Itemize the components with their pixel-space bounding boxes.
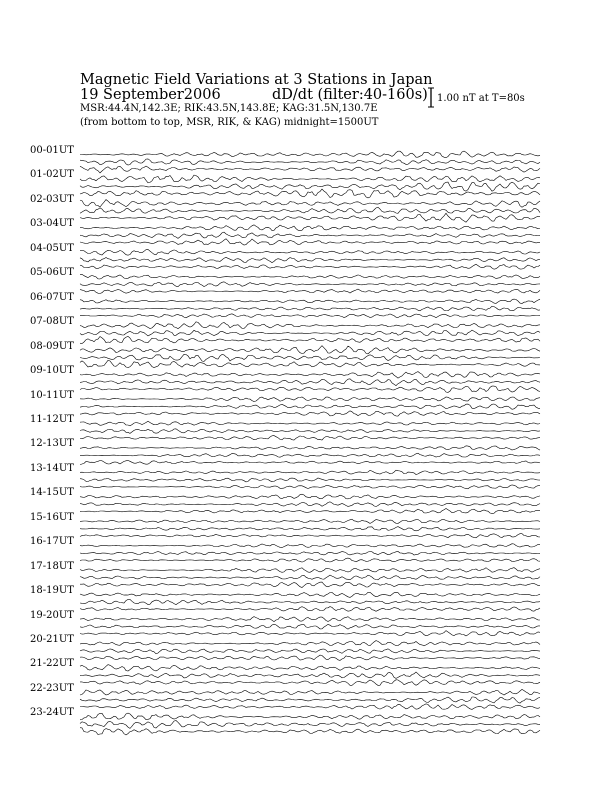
trace-kag — [80, 519, 540, 523]
stations-label: MSR:44.4N,142.3E; RIK:43.5N,143.8E; KAG:31.5N,130.7E — [80, 103, 378, 114]
trace-kag — [80, 568, 540, 573]
row-label: 10-11UT — [30, 389, 74, 401]
trace-msr — [80, 631, 540, 636]
row-label: 09-10UT — [30, 365, 74, 377]
trace-kag — [80, 372, 540, 379]
trace-msr — [80, 189, 540, 198]
trace-rik — [80, 429, 540, 434]
trace-kag — [80, 249, 540, 255]
trace-msr — [80, 411, 540, 416]
trace-kag — [80, 322, 540, 329]
trace-msr — [80, 239, 540, 245]
row-label: 05-06UT — [30, 267, 74, 279]
trace-rik — [80, 478, 540, 482]
trace-msr — [80, 360, 540, 367]
trace-kag — [80, 151, 540, 158]
trace-rik — [80, 649, 540, 654]
trace-kag — [80, 225, 540, 231]
row-label: 21-22UT — [30, 658, 74, 670]
trace-rik — [80, 721, 540, 729]
trace-rik — [80, 379, 540, 386]
quantity-label: dD/dt (filter:40-160s) — [272, 87, 428, 103]
chart-title: Magnetic Field Variations at 3 Stations in Japan — [80, 72, 433, 88]
trace-kag — [80, 175, 540, 183]
trace-rik — [80, 502, 540, 507]
row-label: 18-19UT — [30, 585, 74, 597]
trace-rik — [80, 672, 540, 678]
row-label: 06-07UT — [30, 291, 74, 303]
trace-rik — [80, 159, 540, 165]
trace-msr — [80, 728, 540, 735]
row-label: 17-18UT — [30, 560, 74, 572]
row-label: 19-20UT — [30, 609, 74, 621]
trace-kag — [80, 592, 540, 597]
trace-kag — [80, 200, 540, 208]
trace-rik — [80, 232, 540, 238]
trace-msr — [80, 680, 540, 686]
row-label: 23-24UT — [30, 707, 74, 719]
trace-rik — [80, 257, 540, 262]
trace-kag — [80, 346, 540, 354]
order-note: (from bottom to top, MSR, RIK, & KAG) midnight=1500UT — [80, 117, 379, 128]
trace-rik — [80, 453, 540, 457]
trace-rik — [80, 282, 540, 287]
date-label: 19 September2006 — [80, 87, 221, 103]
trace-rik — [80, 624, 540, 629]
trace-msr — [80, 534, 540, 538]
trace-kag — [80, 274, 540, 279]
row-label: 07-08UT — [30, 316, 74, 328]
trace-rik — [80, 575, 540, 580]
trace-kag — [80, 397, 540, 402]
trace-kag — [80, 421, 540, 426]
trace-kag — [80, 641, 540, 646]
trace-msr — [80, 485, 540, 489]
trace-rik — [80, 404, 540, 409]
trace-msr — [80, 289, 540, 293]
trace-rik — [80, 527, 540, 531]
trace-kag — [80, 494, 540, 499]
trace-rik — [80, 552, 540, 556]
trace-kag — [80, 713, 540, 720]
row-label: 15-16UT — [30, 511, 74, 523]
trace-msr — [80, 704, 540, 710]
trace-rik — [80, 697, 540, 703]
trace-msr — [80, 582, 540, 587]
row-label: 01-02UT — [30, 169, 74, 181]
trace-msr — [80, 509, 540, 514]
row-label: 03-04UT — [30, 218, 74, 230]
trace-kag — [80, 665, 540, 671]
trace-msr — [80, 558, 540, 562]
row-label: 13-14UT — [30, 462, 74, 474]
trace-msr — [80, 336, 540, 343]
row-label: 08-09UT — [30, 340, 74, 352]
trace-msr — [80, 607, 540, 612]
trace-msr — [80, 213, 540, 222]
trace-msr — [80, 460, 540, 464]
row-label: 00-01UT — [30, 145, 74, 156]
row-label: 02-03UT — [30, 193, 74, 205]
trace-kag — [80, 299, 540, 303]
trace-rik — [80, 182, 540, 191]
row-label: 14-15UT — [30, 487, 74, 499]
row-label: 12-13UT — [30, 438, 74, 450]
trace-kag — [80, 617, 540, 622]
trace-rik — [80, 207, 540, 213]
trace-kag — [80, 446, 540, 450]
trace-msr — [80, 436, 540, 441]
trace-kag — [80, 544, 540, 548]
row-label: 04-05UT — [30, 242, 74, 254]
trace-rik — [80, 306, 540, 311]
row-label: 16-17UT — [30, 536, 74, 548]
trace-kag — [80, 689, 540, 695]
trace-msr — [80, 386, 540, 392]
trace-kag — [80, 470, 540, 474]
trace-msr — [80, 314, 540, 318]
trace-group — [80, 151, 540, 735]
row-label: 11-12UT — [30, 413, 74, 425]
trace-msr — [80, 264, 540, 269]
trace-rik — [80, 599, 540, 604]
trace-rik — [80, 354, 540, 361]
row-label: 20-21UT — [30, 634, 74, 645]
trace-msr — [80, 655, 540, 660]
row-label: 22-23UT — [30, 682, 74, 694]
trace-rik — [80, 330, 540, 336]
trace-msr — [80, 166, 540, 173]
scale-bar-label: 1.00 nT at T=80s — [437, 93, 525, 104]
